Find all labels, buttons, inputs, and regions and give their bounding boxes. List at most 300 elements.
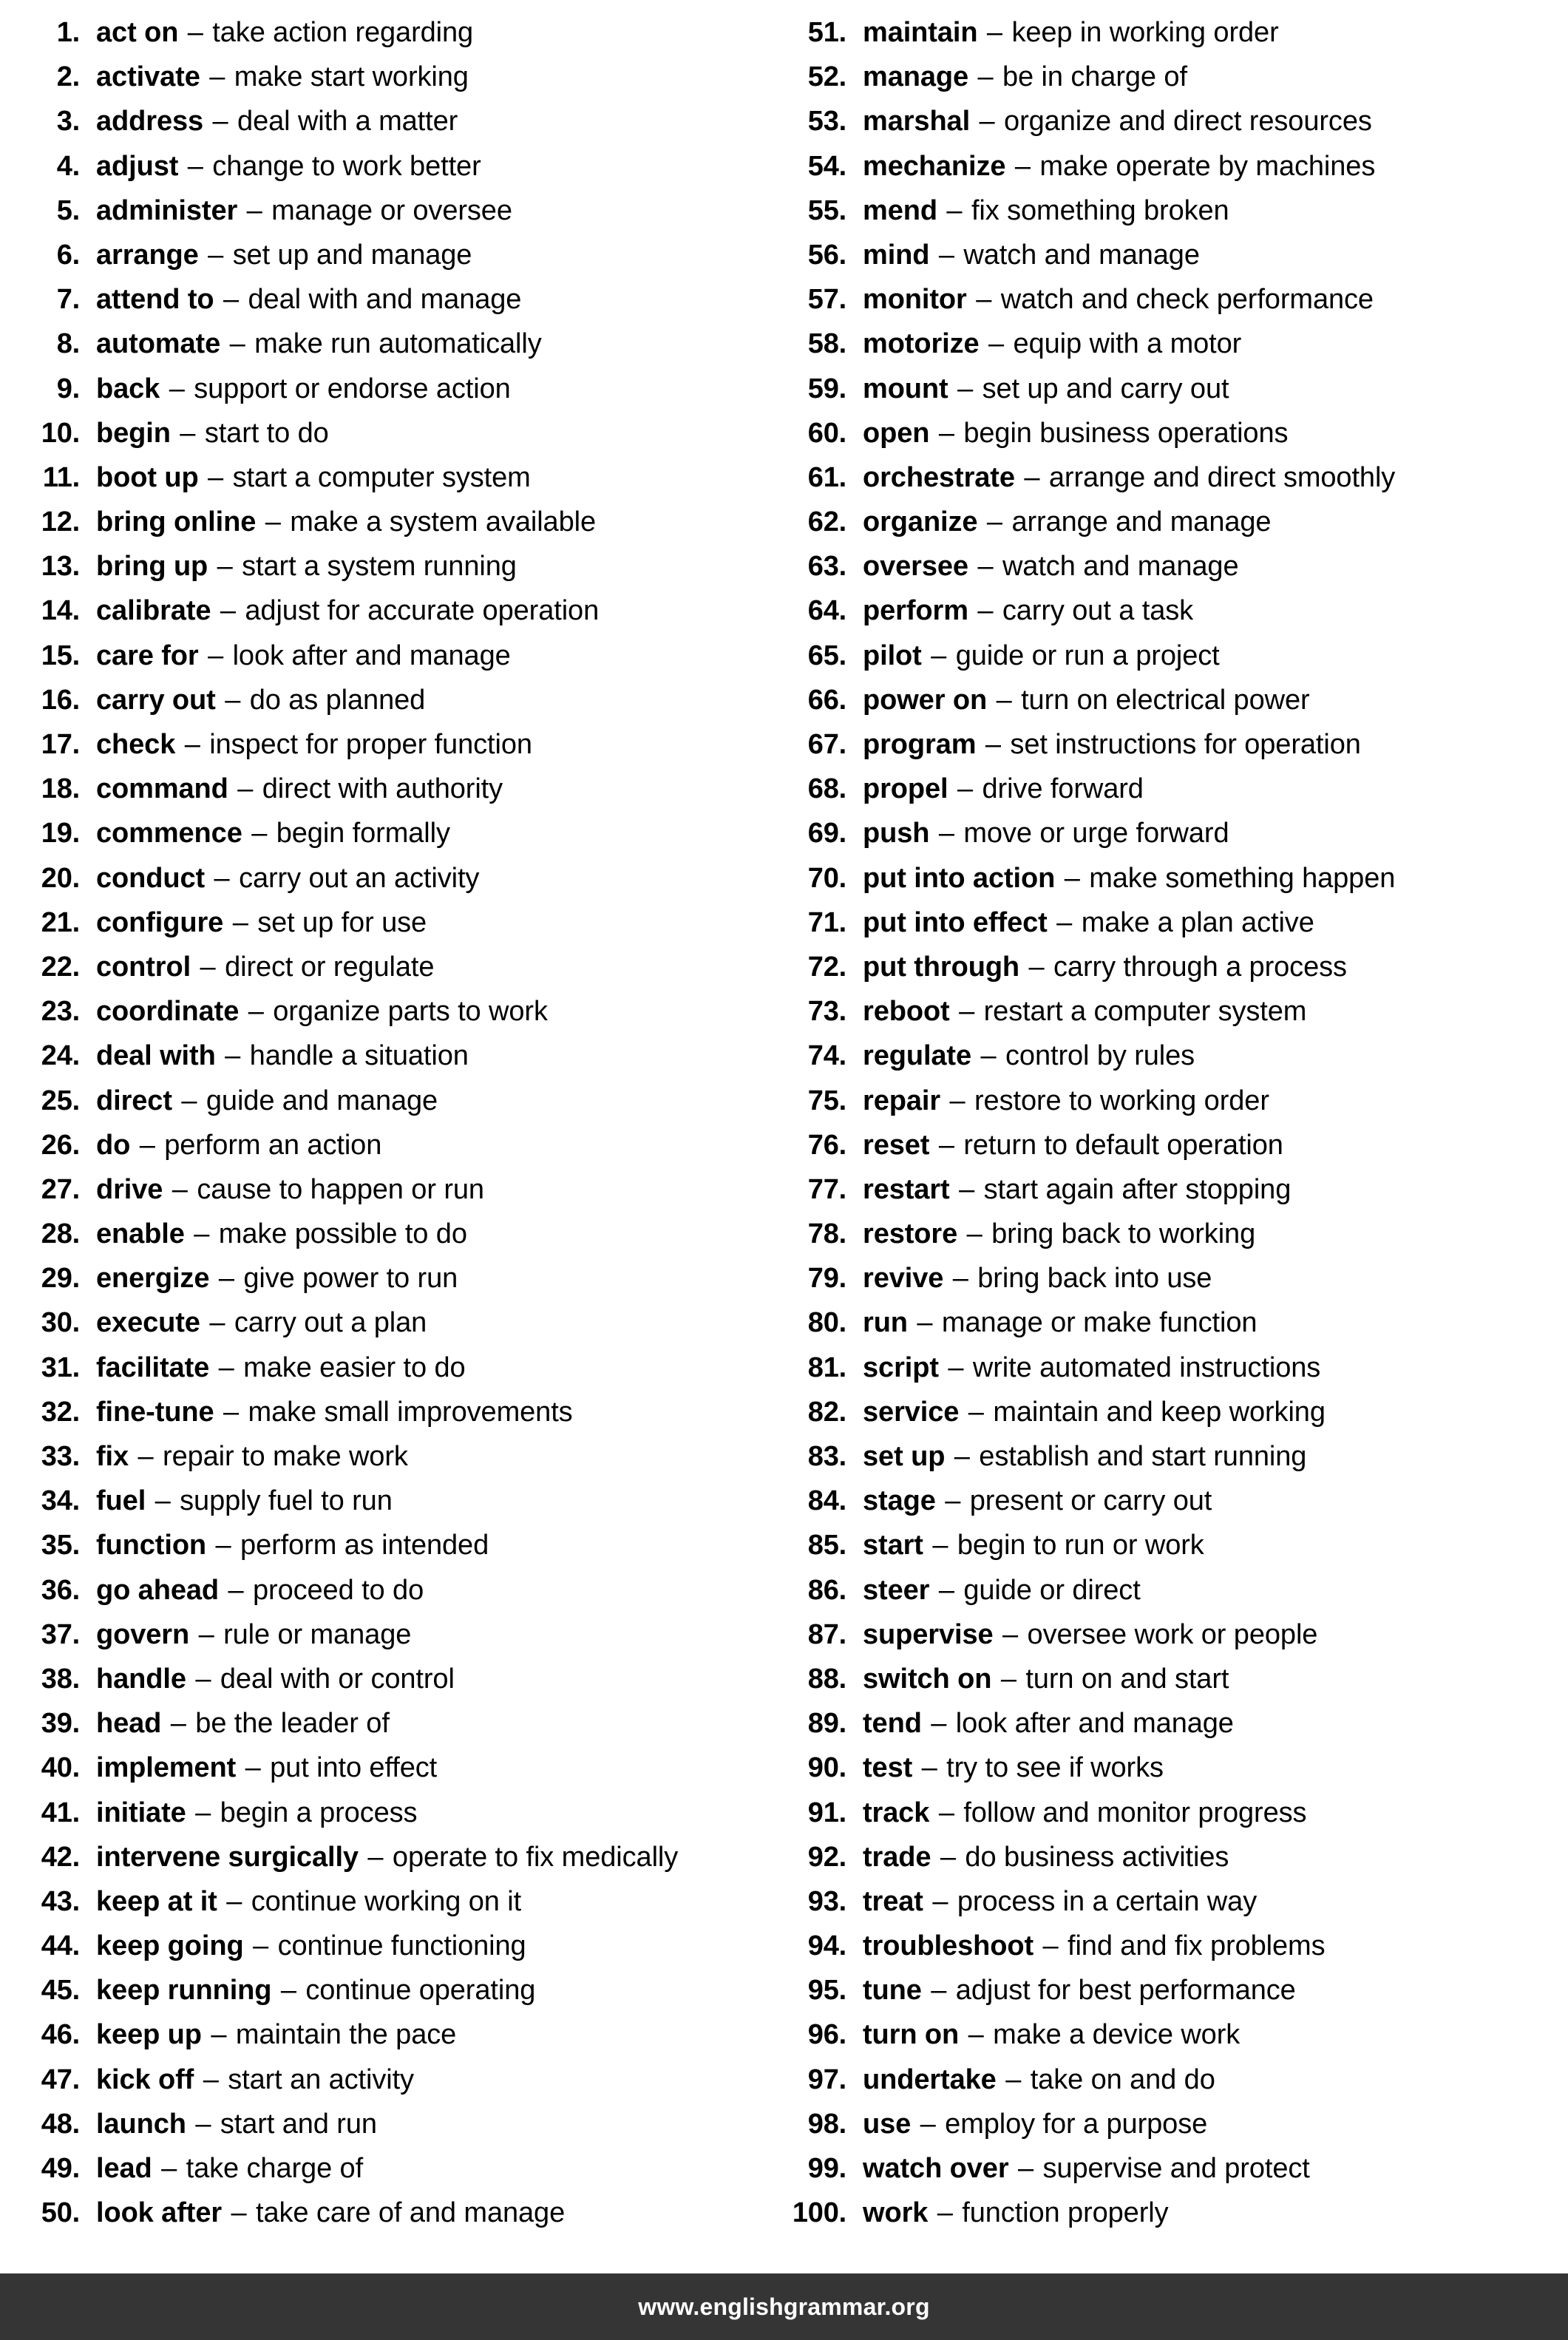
item-number: 44. — [41, 1930, 80, 1962]
item-dash: – — [921, 1752, 937, 1784]
item-number: 98. — [807, 2108, 846, 2140]
item-term: put into effect — [863, 906, 1048, 938]
item-dash: – — [248, 996, 264, 1028]
item-definition: take action regarding — [212, 17, 474, 48]
word-list-item — [784, 1346, 1567, 1390]
item-number: 6. — [56, 239, 80, 271]
item-definition: fix something broken — [971, 194, 1229, 226]
item-number: 4. — [56, 150, 80, 182]
word-list-item — [18, 901, 784, 945]
item-body — [80, 1346, 466, 1390]
item-dash: – — [940, 1841, 956, 1873]
word-list-item — [18, 455, 784, 500]
item-definition: make operate by machines — [1039, 150, 1376, 182]
item-dash: – — [932, 1530, 948, 1561]
item-term: test — [863, 1752, 913, 1784]
word-list-item — [784, 945, 1567, 989]
word-list-item — [18, 767, 784, 811]
item-definition: watch and manage — [963, 239, 1200, 271]
item-body — [846, 1701, 1234, 1746]
word-list-item — [18, 2102, 784, 2146]
item-body — [80, 1079, 438, 1123]
item-body — [80, 99, 458, 143]
item-dash: – — [172, 1173, 188, 1205]
item-body — [846, 411, 1288, 455]
item-term: marshal — [863, 106, 971, 138]
word-list-item — [18, 144, 784, 189]
word-list-item — [784, 589, 1567, 633]
item-term: direct — [96, 1085, 172, 1116]
item-number: 82. — [807, 1396, 846, 1428]
item-body — [80, 589, 599, 633]
item-body — [80, 2146, 363, 2191]
item-body — [846, 1212, 1255, 1256]
item-body — [846, 455, 1395, 500]
item-term: keep at it — [96, 1885, 217, 1917]
word-list-item — [784, 2012, 1567, 2057]
item-dash: – — [180, 417, 196, 449]
item-dash: – — [976, 284, 992, 316]
item-body — [80, 1968, 535, 2012]
word-list-item — [18, 1791, 784, 1835]
item-definition: continue functioning — [277, 1930, 526, 1962]
item-number: 87. — [807, 1618, 846, 1650]
item-definition: process in a certain way — [957, 1885, 1258, 1917]
item-number: 51. — [807, 17, 846, 48]
item-body — [80, 1300, 427, 1345]
word-list-item — [18, 1346, 784, 1390]
word-list-item — [784, 322, 1567, 366]
item-dash: – — [938, 1129, 954, 1161]
item-number: 77. — [807, 1173, 846, 1205]
item-definition: supervise and protect — [1042, 2153, 1310, 2184]
item-definition: direct with authority — [262, 773, 503, 805]
item-definition: look after and manage — [955, 1708, 1234, 1740]
item-number: 64. — [807, 595, 846, 627]
item-definition: carry out a plan — [234, 1307, 427, 1339]
item-number: 9. — [56, 373, 80, 404]
item-term: perform — [863, 595, 968, 627]
item-body — [846, 1612, 1317, 1657]
item-dash: – — [1056, 906, 1073, 938]
item-body — [846, 500, 1271, 544]
item-number: 18. — [41, 773, 80, 805]
item-term: facilitate — [96, 1352, 210, 1383]
word-list-item — [784, 678, 1567, 722]
item-term: put into action — [863, 862, 1056, 894]
word-list-item — [18, 1746, 784, 1790]
item-body — [846, 1123, 1283, 1167]
word-list-item — [784, 1746, 1567, 1790]
item-dash: – — [229, 328, 245, 360]
item-dash: – — [161, 2153, 177, 2184]
item-dash: – — [228, 1574, 244, 1606]
item-body — [846, 589, 1193, 633]
item-body — [846, 189, 1229, 233]
item-definition: take care of and manage — [256, 2197, 566, 2229]
item-term: power on — [863, 684, 988, 716]
word-list-item — [784, 989, 1567, 1034]
item-term: track — [863, 1797, 930, 1828]
item-body — [846, 1924, 1326, 1968]
item-body — [80, 1479, 393, 1523]
word-list-item — [18, 2058, 784, 2102]
item-body — [80, 1835, 678, 1879]
item-definition: guide or run a project — [955, 640, 1220, 671]
item-number: 85. — [807, 1530, 846, 1561]
item-definition: take charge of — [186, 2153, 364, 2184]
item-definition: carry out an activity — [239, 862, 480, 894]
item-body — [846, 1167, 1291, 1212]
item-term: service — [863, 1396, 960, 1428]
item-definition: begin to run or work — [957, 1530, 1204, 1561]
item-number: 32. — [41, 1396, 80, 1428]
item-body — [80, 2012, 456, 2057]
item-number: 73. — [807, 996, 846, 1028]
item-dash: – — [367, 1841, 384, 1873]
item-term: deal with — [96, 1040, 216, 1072]
item-dash: – — [931, 1975, 947, 2007]
item-number: 35. — [41, 1530, 80, 1561]
item-body — [846, 2102, 1207, 2146]
item-definition: watch and manage — [1002, 551, 1239, 583]
item-term: tend — [863, 1708, 922, 1740]
item-term: steer — [863, 1574, 930, 1606]
item-definition: rule or manage — [223, 1618, 412, 1650]
item-dash: – — [184, 729, 200, 760]
item-term: address — [96, 106, 204, 138]
item-number: 24. — [41, 1040, 80, 1072]
item-number: 60. — [807, 417, 846, 449]
word-list-item — [784, 1612, 1567, 1657]
item-definition: make easier to do — [243, 1352, 466, 1383]
item-body — [846, 1346, 1320, 1390]
item-number: 11. — [42, 461, 80, 493]
word-list-item — [18, 1167, 784, 1212]
item-definition: make possible to do — [218, 1218, 467, 1250]
item-number: 97. — [807, 2063, 846, 2095]
item-dash: – — [968, 2019, 984, 2051]
word-list-item — [784, 1300, 1567, 1345]
item-term: control — [96, 951, 191, 983]
word-list-item — [18, 367, 784, 411]
item-term: energize — [96, 1263, 210, 1295]
item-term: commence — [96, 818, 242, 849]
item-definition: be the leader of — [195, 1708, 390, 1740]
item-dash: – — [280, 1975, 296, 2007]
item-dash: – — [220, 595, 236, 627]
item-definition: set up and carry out — [982, 373, 1229, 404]
item-term: put through — [863, 951, 1020, 983]
item-definition: supply fuel to run — [180, 1485, 393, 1517]
item-definition: maintain the pace — [235, 2019, 457, 2051]
word-list-item — [18, 411, 784, 455]
item-dash: – — [1005, 2063, 1022, 2095]
item-body — [846, 811, 1229, 855]
item-term: back — [96, 373, 160, 404]
word-list-item — [784, 411, 1567, 455]
item-definition: set up and manage — [232, 239, 472, 271]
item-term: begin — [96, 417, 171, 449]
item-number: 39. — [41, 1708, 80, 1740]
item-term: implement — [96, 1752, 237, 1784]
item-dash: – — [952, 1263, 968, 1295]
item-definition: continue operating — [305, 1975, 536, 2007]
item-definition: handle a situation — [249, 1040, 469, 1072]
item-dash: – — [198, 1618, 214, 1650]
item-body — [80, 1879, 521, 1924]
item-term: kick off — [96, 2063, 194, 2095]
item-number: 21. — [41, 906, 80, 938]
item-dash: – — [246, 194, 262, 226]
item-number: 78. — [807, 1218, 846, 1250]
item-number: 13. — [41, 551, 80, 583]
item-number: 47. — [41, 2063, 80, 2095]
item-number: 27. — [41, 1173, 80, 1205]
item-number: 16. — [41, 684, 80, 716]
word-list-item — [18, 189, 784, 233]
word-list-item — [784, 500, 1567, 544]
item-body — [80, 277, 521, 322]
word-list-item — [18, 1701, 784, 1746]
item-definition: deal with and manage — [248, 284, 522, 316]
item-number: 94. — [807, 1930, 846, 1962]
item-definition: find and fix problems — [1067, 1930, 1326, 1962]
item-number: 8. — [56, 328, 80, 360]
word-list-item — [784, 1701, 1567, 1746]
item-number: 5. — [56, 194, 80, 226]
word-list-item — [18, 2191, 784, 2235]
item-body — [80, 322, 542, 366]
word-list-item — [18, 1212, 784, 1256]
item-body — [80, 1568, 424, 1612]
item-body — [80, 634, 511, 678]
item-number: 54. — [807, 150, 846, 182]
word-list-item — [18, 500, 784, 544]
item-definition: make small improvements — [248, 1396, 573, 1428]
item-term: trade — [863, 1841, 931, 1873]
item-dash: – — [218, 1352, 234, 1383]
website-url: www.englishgrammar.org — [638, 2293, 930, 2320]
item-term: start — [863, 1530, 923, 1561]
item-term: reboot — [863, 996, 950, 1028]
item-definition: do business activities — [965, 1841, 1229, 1873]
item-body — [80, 945, 434, 989]
item-term: keep up — [96, 2019, 202, 2051]
item-dash: – — [181, 1085, 197, 1116]
word-list-item — [784, 1434, 1567, 1479]
word-list-item — [784, 634, 1567, 678]
item-body — [846, 678, 1310, 722]
item-definition: change to work better — [212, 150, 481, 182]
item-body — [846, 1434, 1306, 1479]
item-dash: – — [988, 328, 1005, 360]
item-dash: – — [968, 1396, 984, 1428]
word-list-item — [784, 2146, 1567, 2191]
item-dash: – — [203, 2063, 219, 2095]
item-dash: – — [265, 506, 281, 538]
item-number: 40. — [41, 1752, 80, 1784]
item-dash: – — [251, 818, 268, 849]
item-dash: – — [1014, 150, 1031, 182]
item-body — [846, 1568, 1141, 1612]
item-definition: adjust for best performance — [955, 1975, 1296, 2007]
word-list-item — [784, 2102, 1567, 2146]
item-definition: be in charge of — [1002, 61, 1187, 93]
item-dash: – — [170, 1708, 186, 1740]
item-term: fix — [96, 1441, 129, 1472]
word-list-item — [18, 722, 784, 767]
item-term: treat — [863, 1885, 923, 1917]
item-number: 38. — [41, 1663, 80, 1695]
item-dash: – — [237, 773, 254, 805]
item-term: adjust — [96, 150, 179, 182]
item-term: command — [96, 773, 228, 805]
item-term: use — [863, 2108, 912, 2140]
item-dash: – — [946, 194, 963, 226]
item-number: 83. — [807, 1441, 846, 1472]
item-dash: – — [937, 2197, 953, 2229]
item-body — [846, 1079, 1269, 1123]
item-number: 100. — [792, 2197, 846, 2229]
item-body — [80, 1612, 411, 1657]
item-number: 75. — [807, 1085, 846, 1116]
item-definition: look after and manage — [232, 640, 511, 671]
item-term: administer — [96, 194, 238, 226]
item-dash: – — [253, 1930, 269, 1962]
item-body — [846, 1523, 1204, 1567]
item-term: turn on — [863, 2019, 960, 2051]
item-definition: start a system running — [242, 551, 517, 583]
item-term: handle — [96, 1663, 186, 1695]
item-number: 92. — [807, 1841, 846, 1873]
item-definition: give power to run — [243, 1263, 458, 1295]
item-body — [846, 144, 1375, 189]
item-dash: – — [1002, 1618, 1019, 1650]
item-definition: deal with or control — [220, 1663, 455, 1695]
word-list-item — [784, 1835, 1567, 1879]
item-dash: – — [1028, 951, 1045, 983]
item-body — [846, 1300, 1257, 1345]
item-body — [80, 856, 479, 901]
item-definition: make a system available — [290, 506, 596, 538]
item-body — [80, 1167, 484, 1212]
item-body — [80, 144, 481, 189]
item-term: attend to — [96, 284, 214, 316]
item-dash: – — [231, 2197, 247, 2229]
item-term: stage — [863, 1485, 936, 1517]
item-number: 30. — [41, 1307, 80, 1339]
item-body — [80, 2191, 565, 2235]
item-term: do — [96, 1129, 131, 1161]
item-definition: keep in working order — [1011, 17, 1279, 48]
item-term: check — [96, 729, 176, 760]
item-dash: – — [187, 17, 203, 48]
item-definition: start an activity — [228, 2063, 414, 2095]
item-definition: restart a computer system — [983, 996, 1307, 1028]
word-list-item — [18, 945, 784, 989]
word-list-item — [18, 1079, 784, 1123]
item-body — [846, 1968, 1296, 2012]
item-dash: – — [977, 551, 994, 583]
item-body — [80, 455, 531, 500]
item-definition: perform as intended — [240, 1530, 489, 1561]
word-list-item — [18, 322, 784, 366]
word-list-item — [784, 1123, 1567, 1167]
word-list-item — [18, 1568, 784, 1612]
item-number: 68. — [807, 773, 846, 805]
item-dash: – — [979, 106, 995, 138]
item-body — [846, 2146, 1310, 2191]
item-definition: continue working on it — [251, 1885, 522, 1917]
item-number: 99. — [807, 2153, 846, 2184]
item-term: keep going — [96, 1930, 244, 1962]
item-definition: turn on electrical power — [1021, 684, 1310, 716]
item-term: tune — [863, 1975, 922, 2007]
item-definition: start a computer system — [232, 461, 531, 493]
item-body — [80, 989, 548, 1034]
item-definition: organize and direct resources — [1004, 106, 1372, 138]
item-dash: – — [986, 17, 1002, 48]
item-dash: – — [209, 61, 225, 93]
item-body — [80, 1256, 458, 1300]
item-definition: manage or oversee — [271, 194, 512, 226]
item-number: 81. — [807, 1352, 846, 1383]
item-definition: write automated instructions — [972, 1352, 1321, 1383]
item-term: push — [863, 818, 930, 849]
word-list-item — [784, 1479, 1567, 1523]
item-term: act on — [96, 17, 179, 48]
item-dash: – — [959, 996, 975, 1028]
item-dash: – — [139, 1129, 155, 1161]
item-body — [80, 2102, 377, 2146]
item-dash: – — [169, 373, 185, 404]
item-definition: organize parts to work — [273, 996, 548, 1028]
word-list-item — [18, 99, 784, 143]
item-dash: – — [208, 239, 224, 271]
item-dash: – — [223, 1396, 240, 1428]
item-number: 41. — [41, 1797, 80, 1828]
item-number: 55. — [807, 194, 846, 226]
item-dash: – — [957, 773, 974, 805]
item-number: 48. — [41, 2108, 80, 2140]
item-dash: – — [986, 506, 1002, 538]
item-dash: – — [223, 284, 240, 316]
item-definition: direct or regulate — [225, 951, 435, 983]
word-list-item — [784, 144, 1567, 189]
item-number: 61. — [807, 461, 846, 493]
item-definition: take on and do — [1030, 2063, 1215, 2095]
item-term: reset — [863, 1129, 930, 1161]
item-definition: guide and manage — [206, 1085, 438, 1116]
item-body — [80, 1523, 489, 1567]
item-dash: – — [932, 1885, 948, 1917]
item-term: calibrate — [96, 595, 211, 627]
item-body — [846, 634, 1220, 678]
item-definition: carry through a process — [1053, 951, 1347, 983]
word-list-item — [18, 10, 784, 55]
item-dash: – — [215, 1530, 231, 1561]
word-list-item — [18, 55, 784, 99]
item-term: execute — [96, 1307, 200, 1339]
item-number: 15. — [41, 640, 80, 671]
item-dash: – — [977, 595, 994, 627]
item-body — [80, 2058, 414, 2102]
item-term: look after — [96, 2197, 223, 2229]
item-body — [80, 1212, 467, 1256]
item-term: carry out — [96, 684, 216, 716]
item-definition: deal with a matter — [237, 106, 458, 138]
